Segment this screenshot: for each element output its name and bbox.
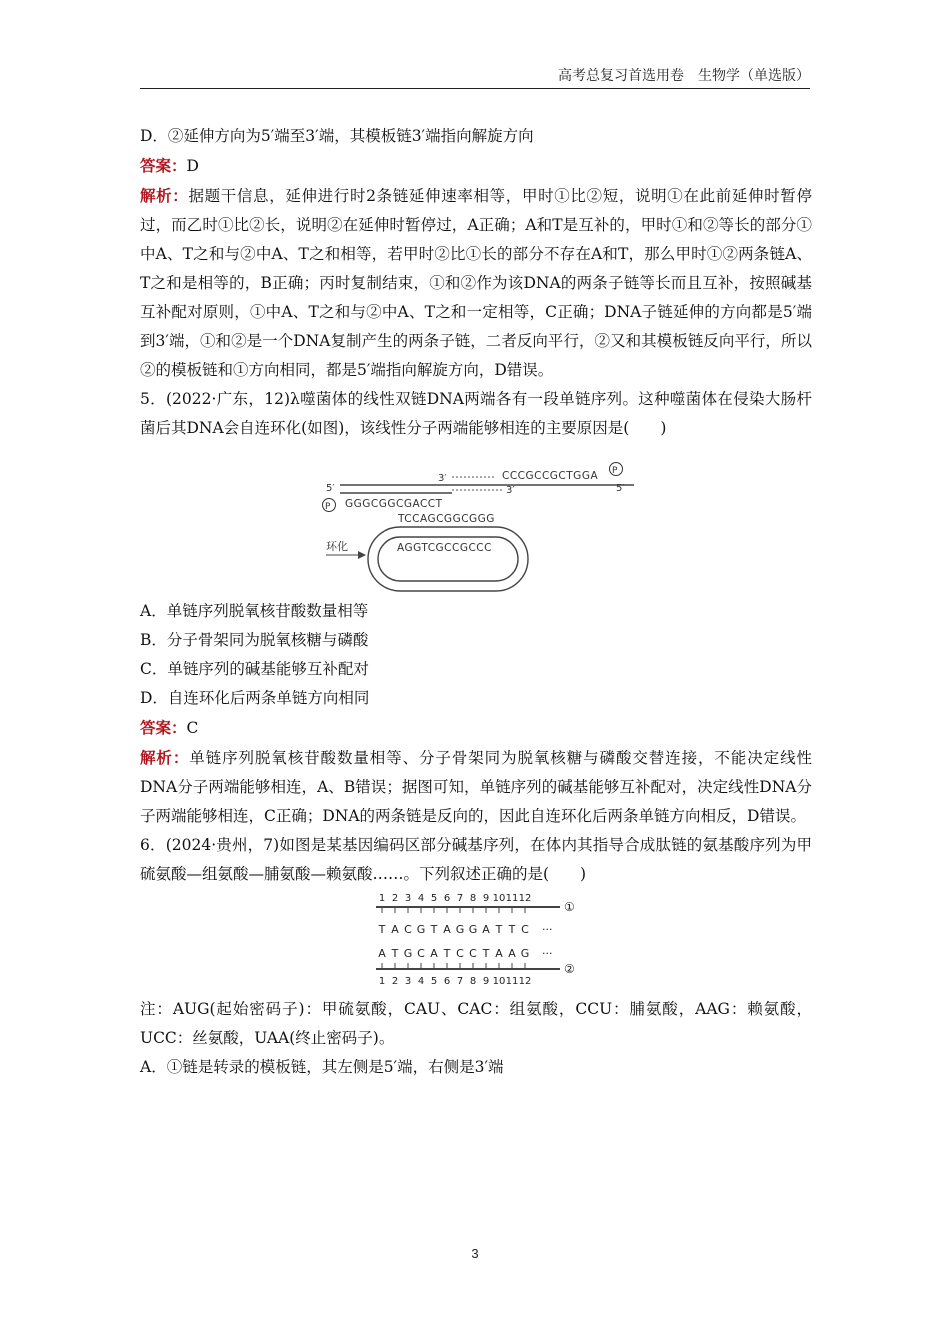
q5-option-d: D．自连环化后两条单链方向相同 [140, 689, 370, 707]
q6-figure [140, 889, 812, 989]
base-letter: A [430, 947, 438, 960]
base-letter: A [495, 947, 503, 960]
q4-option-d: D．②延伸方向为5′端至3′端，其模板链3′端指向解旋方向 [140, 127, 534, 145]
base-letter: C [456, 947, 464, 960]
page-header [140, 66, 810, 89]
analysis-text: 据题干信息，延伸进行时2条链延伸速率相等，甲时①比②短，说明①在此前延伸时暂停过，而乙时①比②长，说明②在延伸时暂停过，A正确；A和T是互补的，甲时①和②等长的部分①中A、T之和与②中A、T之和相等，若甲时②比①长的部分不存在A和T，那么甲时①②两条链A、T之和是相等的，B正确；丙时复制结束，①和②作为该DNA的两条子链等长而且互补，按照碱基互补配对原则，①中A、T之和与②中A、T之和一定相等，C正确；DNA子链延伸的方向都是5′端到3′端，①和②是一个DNA复制产生的两条子链，二者反向平行，②又和其模板链反向平行，所以②的模板链和①方向相同，都是5′端指向解旋方向，D错误。 [140, 187, 812, 379]
position-number: 11 [505, 893, 519, 904]
page-number: 3 [471, 1246, 479, 1261]
position-number: 3 [404, 893, 412, 904]
position-number: 8 [469, 976, 477, 987]
position-number: 7 [456, 893, 464, 904]
top-single-seq: CCCGCCGCTGGA [502, 470, 599, 482]
base-letter: A [508, 947, 516, 960]
position-number: 5 [430, 893, 438, 904]
position-number: 1 [378, 893, 386, 904]
base-letter: T [508, 923, 516, 936]
analysis-label: 解析： [140, 748, 190, 767]
base-letter: A [378, 947, 386, 960]
q6-option-a: A．①链是转录的模板链，其左侧是5′端，右侧是3′端 [140, 1058, 504, 1076]
phosphate-left: P [325, 502, 331, 512]
q6-stem: 6．(2024·贵州，7)如图是某基因编码区部分碱基序列，在体内其指导合成肽链的氨基酸序列为甲硫氨酸—组氨酸—脯氨酸—赖氨酸……。下列叙述正确的是( ) [140, 836, 812, 883]
base-letter: G [455, 923, 465, 936]
answer-label: 答案： [140, 718, 187, 737]
base-letter: T [391, 947, 399, 960]
position-number: 3 [404, 976, 412, 987]
strand1-bases [378, 923, 530, 936]
base-letter: T [378, 923, 386, 936]
position-number: 2 [391, 976, 399, 987]
q5-option-b: B．分子骨架同为脱氧核糖与磷酸 [140, 631, 369, 649]
position-number: 8 [469, 893, 477, 904]
label-5prime-right: 5′ [616, 483, 625, 494]
base-letter: T [495, 923, 503, 936]
arrow-label: 环化 [326, 540, 348, 553]
q4-answer [140, 151, 812, 181]
position-number: 9 [482, 893, 490, 904]
bottom-single-seq: GGGCGGCGACCT [345, 498, 443, 510]
position-number: 6 [443, 893, 451, 904]
base-letter: C [404, 923, 412, 936]
answer-value: C [186, 719, 199, 737]
position-number: 12 [518, 976, 532, 987]
label-3prime-a: 3′ [438, 473, 447, 484]
strand2-ellipsis: ··· [542, 947, 553, 960]
answer-value: D [186, 157, 199, 175]
base-sequence-diagram [140, 889, 812, 989]
dna-circularization-diagram [140, 449, 812, 597]
position-number: 7 [456, 976, 464, 987]
q5-figure [140, 449, 812, 597]
strand2-label: ② [564, 962, 575, 976]
q5-answer [140, 713, 812, 743]
position-number: 10 [492, 893, 506, 904]
position-number: 6 [443, 976, 451, 987]
header-subject: 生物学（单选版） [698, 68, 810, 84]
base-letter: T [443, 947, 451, 960]
position-number: 2 [391, 893, 399, 904]
label-5prime-left: 5′ [326, 483, 335, 494]
ring-inner-seq: AGGTCGCCGCCC [397, 542, 492, 554]
q6-note: 注：AUG(起始密码子)：甲硫氨酸，CAU、CAC：组氨酸，CCU：脯氨酸，AAG：赖氨酸，UCC：丝氨酸，UAA(终止密码子)。 [140, 1000, 812, 1047]
strand1-label: ① [564, 900, 575, 914]
numbers-top [379, 893, 532, 904]
phosphate-right: P [612, 466, 618, 476]
position-number: 10 [492, 976, 506, 987]
position-number: 12 [518, 893, 532, 904]
base-letter: A [391, 923, 399, 936]
header-title: 高考总复习首选用卷 [558, 68, 684, 84]
ring-outer-seq: TCCAGCGGCGGG [398, 513, 495, 525]
base-letter: C [521, 923, 529, 936]
q5-option-a: A．单链序列脱氧核苷酸数量相等 [140, 602, 369, 620]
base-letter: C [469, 947, 477, 960]
strand1-ellipsis: ··· [542, 923, 553, 936]
base-letter: G [520, 947, 530, 960]
position-number: 5 [430, 976, 438, 987]
page-content [140, 122, 812, 1082]
q4-analysis [140, 181, 812, 385]
q5-stem: 5．(2022·广东，12)λ噬菌体的线性双链DNA两端各有一段单链序列。这种噬菌体在侵染大肠杆菌后其DNA会自连环化(如图)，该线性分子两端能够相连的主要原因是( ) [140, 390, 812, 437]
position-number: 4 [417, 893, 425, 904]
base-letter: G [403, 947, 413, 960]
base-letter: G [468, 923, 478, 936]
position-number: 9 [482, 976, 490, 987]
position-number: 11 [505, 976, 519, 987]
base-letter: A [482, 923, 490, 936]
numbers-bottom [379, 976, 532, 987]
position-number: 4 [417, 976, 425, 987]
q5-analysis [140, 743, 812, 831]
base-letter: T [430, 923, 438, 936]
strand2-bases [378, 947, 529, 960]
arrow-head-icon [358, 551, 366, 559]
analysis-text: 单链序列脱氧核苷酸数量相等、分子骨架同为脱氧核糖与磷酸交替连接，不能决定线性DNA分子两端能够相连，A、B错误；据图可知，单链序列的碱基能够互补配对，决定线性DNA分子两端能够相连，C正确；DNA的两条链是反向的，因此自连环化后两条单链方向相反，D错误。 [140, 749, 812, 825]
position-number: 1 [378, 976, 386, 987]
analysis-label: 解析： [140, 186, 189, 205]
q5-option-c: C．单链序列的碱基能够互补配对 [140, 660, 369, 678]
base-letter: T [482, 947, 490, 960]
base-letter: C [417, 947, 425, 960]
base-letter: G [416, 923, 426, 936]
answer-label: 答案： [140, 156, 187, 175]
label-3prime-b: 3′ [506, 485, 515, 496]
base-letter: A [443, 923, 451, 936]
